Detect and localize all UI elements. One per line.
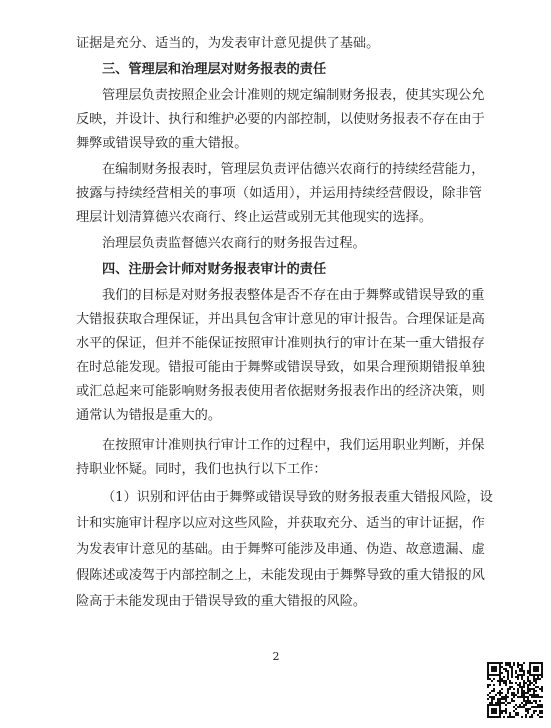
paragraph-line: 为发表审计意见的基础。由于舞弊可能涉及串通、伪造、故意遗漏、虚 xyxy=(76,542,485,557)
paragraph-line: 在时总能发现。错报可能由于舞弊或错误导致，如果合理预期错报单独 xyxy=(76,360,485,375)
paragraph-line: 假陈述或凌驾于内部控制之上，未能发现由于舞弊导致的重大错报的风 xyxy=(76,568,485,583)
paragraph-line: 理层计划清算德兴农商行、终止运营或别无其他现实的选择。 xyxy=(76,210,433,225)
paragraph-line: 我们的目标是对财务报表整体是否不存在由于舞弊或错误导致的重 xyxy=(102,288,485,303)
paragraph-line: 险高于未能发现由于错误导致的重大错报的风险。 xyxy=(76,594,367,609)
section-heading-4: 四、注册会计师对财务报表审计的责任 xyxy=(102,262,327,277)
paragraph-line: 在编制财务报表时，管理层负责评估德兴农商行的持续经营能力， xyxy=(102,162,485,177)
paragraph-line: 证据是充分、适当的，为发表审计意见提供了基础。 xyxy=(76,36,380,51)
qr-code xyxy=(487,662,543,718)
paragraph-line: 或汇总起来可能影响财务报表使用者依据财务报表作出的经济决策，则 xyxy=(76,384,485,399)
paragraph-line: 水平的保证，但并不能保证按照审计准则执行的审计在某一重大错报存 xyxy=(76,336,485,351)
paragraph-line: 披露与持续经营相关的事项（如适用），并运用持续经营假设，除非管 xyxy=(76,186,482,201)
paragraph-line: 舞弊或错误导致的重大错报。 xyxy=(76,136,248,151)
paragraph-line: （1）识别和评估由于舞弊或错误导致的财务报表重大错报风险，设 xyxy=(102,490,493,505)
paragraph-line: 在按照审计准则执行审计工作的过程中，我们运用职业判断，并保 xyxy=(102,438,485,453)
section-heading-3: 三、管理层和治理层对财务报表的责任 xyxy=(102,62,327,77)
paragraph-line: 通常认为错报是重大的。 xyxy=(76,408,222,423)
paragraph-line: 大错报获取合理保证，并出具包含审计意见的审计报告。合理保证是高 xyxy=(76,312,485,327)
paragraph-line: 反映，并设计、执行和维护必要的内部控制，以使财务报表不存在由于 xyxy=(76,112,485,127)
page-number: 2 xyxy=(272,650,280,663)
paragraph-line: 计和实施审计程序以应对这些风险，并获取充分、适当的审计证据，作 xyxy=(76,516,485,531)
paragraph-line: 管理层负责按照企业会计准则的规定编制财务报表，使其实现公允 xyxy=(102,88,485,103)
paragraph-line: 治理层负责监督德兴农商行的财务报告过程。 xyxy=(102,236,366,251)
paragraph-line: 持职业怀疑。同时，我们也执行以下工作： xyxy=(76,462,327,477)
